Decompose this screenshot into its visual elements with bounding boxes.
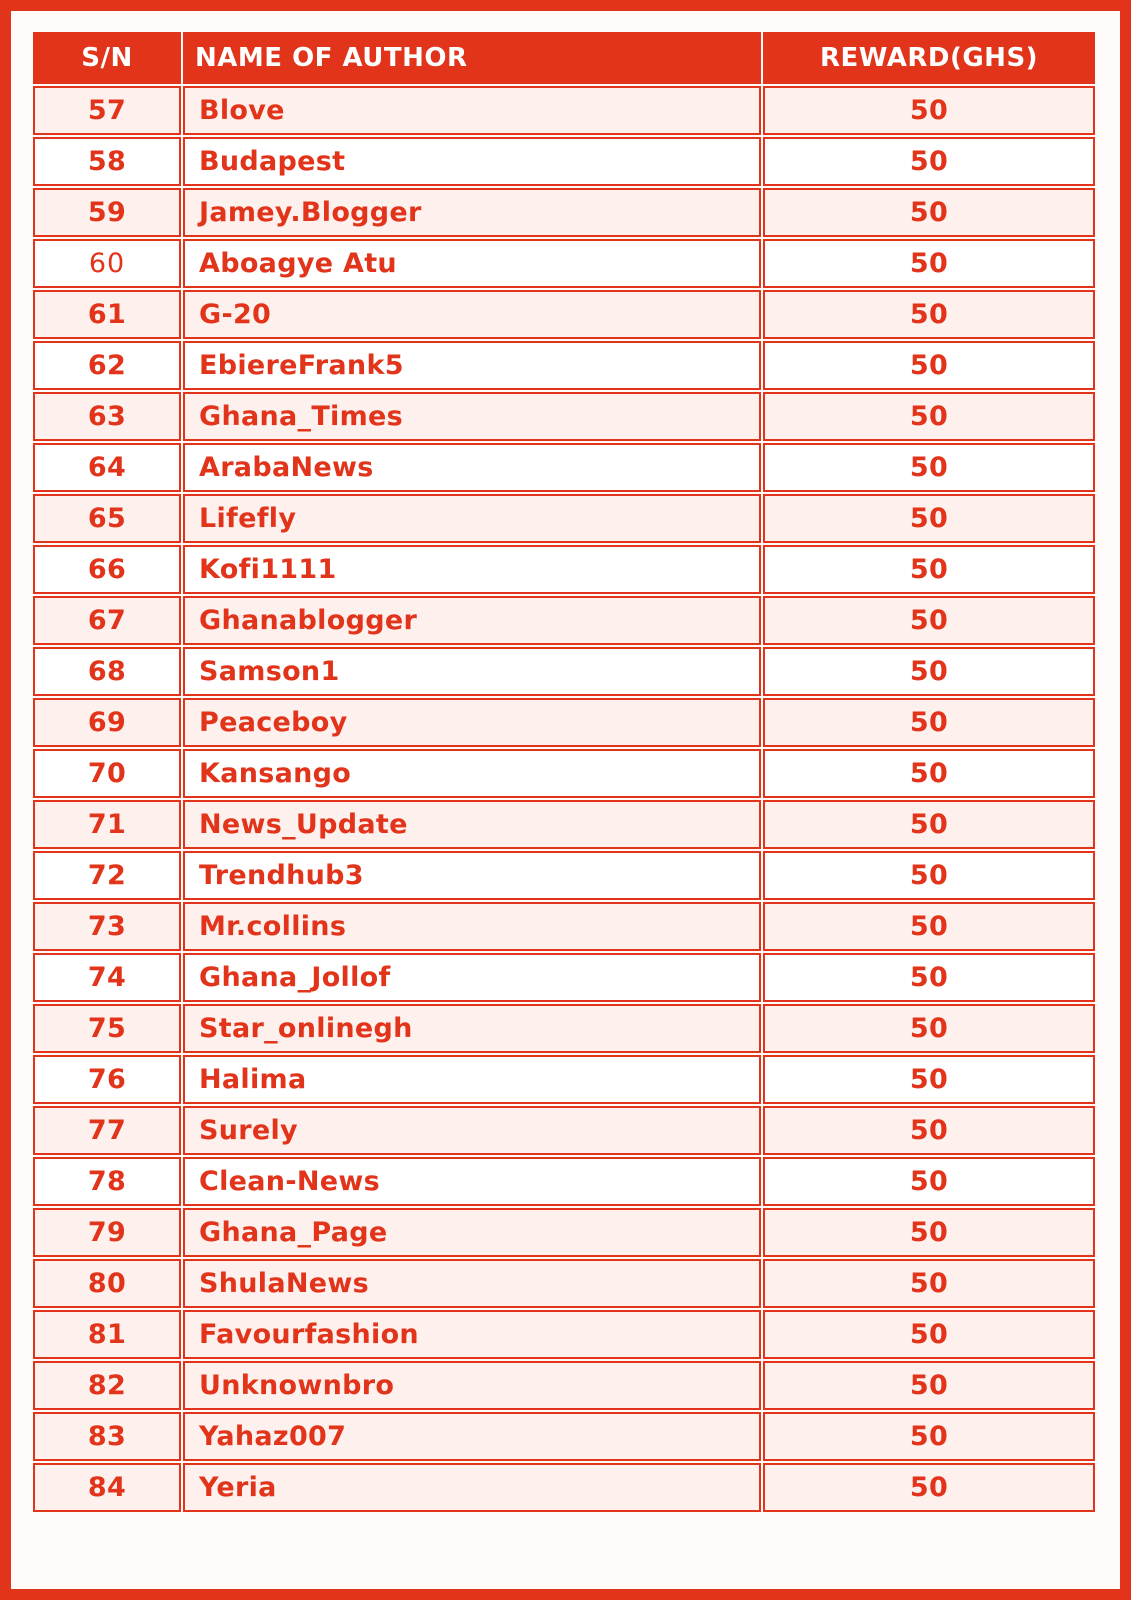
author-name-cell: G-20 [183,290,761,339]
table-row [33,953,1095,1002]
serial-number-cell: 59 [33,188,181,237]
author-name-cell: Lifefly [183,494,761,543]
author-name-cell: Ghanablogger [183,596,761,645]
table-row [33,1208,1095,1257]
author-name-cell: Ghana_Page [183,1208,761,1257]
reward-cell: 50 [763,1004,1095,1053]
table-row [33,1157,1095,1206]
author-name-cell: Blove [183,86,761,135]
serial-number-cell: 76 [33,1055,181,1104]
serial-number-cell: 84 [33,1463,181,1512]
reward-cell: 50 [763,749,1095,798]
reward-cell: 50 [763,86,1095,135]
author-name-cell: News_Update [183,800,761,849]
author-name-cell: Trendhub3 [183,851,761,900]
reward-cell: 50 [763,902,1095,951]
table-row [33,1412,1095,1461]
reward-cell: 50 [763,341,1095,390]
serial-number-cell: 68 [33,647,181,696]
reward-cell: 50 [763,137,1095,186]
table-row [33,137,1095,186]
reward-cell: 50 [763,188,1095,237]
reward-cell: 50 [763,953,1095,1002]
table-row [33,1106,1095,1155]
table-row [33,1361,1095,1410]
column-header-sn: S/N [33,32,181,84]
reward-cell: 50 [763,494,1095,543]
author-name-cell: Ghana_Times [183,392,761,441]
reward-cell: 50 [763,239,1095,288]
author-name-cell: Jamey.Blogger [183,188,761,237]
serial-number-cell: 82 [33,1361,181,1410]
serial-number-cell: 61 [33,290,181,339]
author-name-cell: Yeria [183,1463,761,1512]
table-row [33,698,1095,747]
reward-cell: 50 [763,1106,1095,1155]
table-row [33,1463,1095,1512]
author-name-cell: Ghana_Jollof [183,953,761,1002]
serial-number-cell: 78 [33,1157,181,1206]
serial-number-cell: 81 [33,1310,181,1359]
table-row [33,290,1095,339]
serial-number-cell: 75 [33,1004,181,1053]
author-name-cell: Star_onlinegh [183,1004,761,1053]
serial-number-cell: 67 [33,596,181,645]
author-name-cell: Yahaz007 [183,1412,761,1461]
serial-number-cell: 80 [33,1259,181,1308]
column-header-reward: REWARD(GHS) [763,32,1095,84]
table-body [33,86,1095,1512]
table-row [33,1259,1095,1308]
table-row [33,1055,1095,1104]
serial-number-cell: 72 [33,851,181,900]
serial-number-cell: 65 [33,494,181,543]
table-row [33,902,1095,951]
author-name-cell: ShulaNews [183,1259,761,1308]
reward-cell: 50 [763,1361,1095,1410]
table-row [33,851,1095,900]
serial-number-cell: 79 [33,1208,181,1257]
serial-number-cell: 69 [33,698,181,747]
table-row [33,1310,1095,1359]
table-row [33,494,1095,543]
table-row [33,647,1095,696]
reward-cell: 50 [763,698,1095,747]
reward-cell: 50 [763,1412,1095,1461]
table-row [33,443,1095,492]
serial-number-cell: 60 [33,239,181,288]
reward-cell: 50 [763,647,1095,696]
reward-cell: 50 [763,290,1095,339]
reward-cell: 50 [763,545,1095,594]
table-row [33,392,1095,441]
header-row [33,32,1095,84]
serial-number-cell: 70 [33,749,181,798]
serial-number-cell: 73 [33,902,181,951]
reward-cell: 50 [763,1055,1095,1104]
reward-table [31,30,1097,1514]
serial-number-cell: 74 [33,953,181,1002]
serial-number-cell: 63 [33,392,181,441]
table-row [33,239,1095,288]
serial-number-cell: 66 [33,545,181,594]
author-name-cell: Peaceboy [183,698,761,747]
author-name-cell: Samson1 [183,647,761,696]
reward-cell: 50 [763,1259,1095,1308]
author-name-cell: Favourfashion [183,1310,761,1359]
table-row [33,86,1095,135]
reward-cell: 50 [763,851,1095,900]
serial-number-cell: 62 [33,341,181,390]
author-name-cell: Budapest [183,137,761,186]
column-header-author: NAME OF AUTHOR [183,32,761,84]
author-name-cell: Unknownbro [183,1361,761,1410]
table-row [33,1004,1095,1053]
author-name-cell: Aboagye Atu [183,239,761,288]
serial-number-cell: 64 [33,443,181,492]
serial-number-cell: 77 [33,1106,181,1155]
table-row [33,341,1095,390]
reward-cell: 50 [763,800,1095,849]
reward-cell: 50 [763,392,1095,441]
author-name-cell: Kansango [183,749,761,798]
author-name-cell: ArabaNews [183,443,761,492]
table-row [33,596,1095,645]
reward-cell: 50 [763,596,1095,645]
author-name-cell: Halima [183,1055,761,1104]
author-name-cell: Mr.collins [183,902,761,951]
serial-number-cell: 71 [33,800,181,849]
reward-cell: 50 [763,1208,1095,1257]
author-name-cell: Surely [183,1106,761,1155]
author-name-cell: Clean-News [183,1157,761,1206]
serial-number-cell: 57 [33,86,181,135]
serial-number-cell: 58 [33,137,181,186]
table-row [33,188,1095,237]
table-row [33,800,1095,849]
reward-cell: 50 [763,1463,1095,1512]
author-name-cell: Kofi1111 [183,545,761,594]
author-name-cell: EbiereFrank5 [183,341,761,390]
table-row [33,749,1095,798]
reward-cell: 50 [763,1157,1095,1206]
reward-cell: 50 [763,443,1095,492]
reward-cell: 50 [763,1310,1095,1359]
serial-number-cell: 83 [33,1412,181,1461]
table-row [33,545,1095,594]
